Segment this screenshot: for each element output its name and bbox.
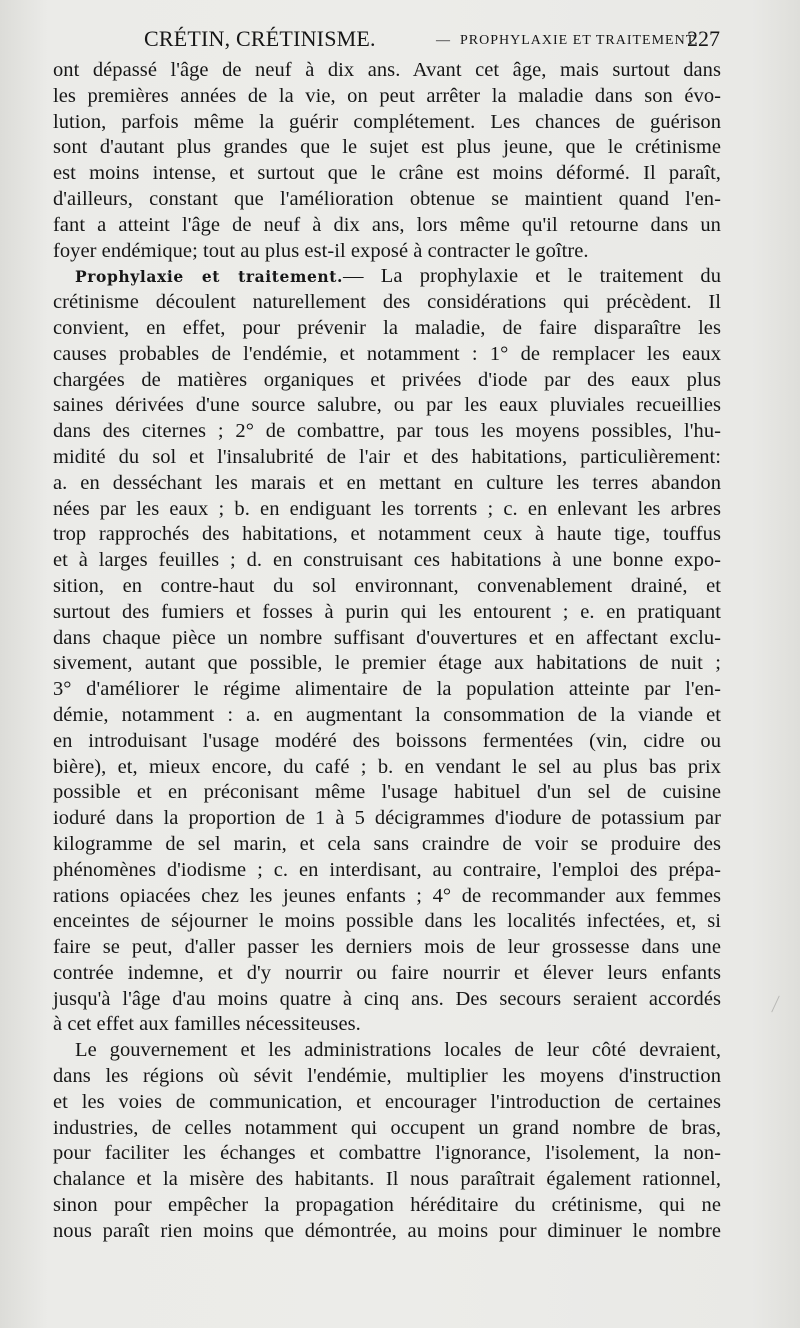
page-number: 227: [687, 26, 720, 51]
text-line: Le gouvernement et les administrations locales de leur côté devraient,: [75, 1039, 721, 1062]
text-line: dans chaque pièce un nombre suffisant d'ouvertures et en affectant exclu-: [53, 626, 721, 649]
text-line: industries, de celles notamment qui occupent un grand nombre de bras,: [53, 1116, 721, 1139]
margin-mark: [771, 996, 780, 1013]
running-header: [52, 24, 720, 54]
text-line: sivement, autant que possible, le premier étage aux habitations de nuit ;: [53, 652, 721, 675]
text-line: possible et en préconisant même l'usage habituel d'un sel de cuisine: [53, 781, 721, 804]
text-line: à cet effet aux familles nécessiteuses.: [53, 1013, 361, 1036]
text-line: et à larges feuilles ; d. en construisant ces habitations à une bonne expo-: [53, 549, 721, 572]
text-line: pour faciliter les échanges et combattre l'ignorance, l'isolement, la non-: [53, 1142, 721, 1165]
text-line: a. en desséchant les marais et en mettant en culture les terres abandon: [53, 471, 721, 494]
text-line: crétinisme découlent naturellement des considérations qui précèdent. Il: [53, 291, 721, 314]
text-line: ont dépassé l'âge de neuf à dix ans. Avant cet âge, mais surtout dans: [53, 59, 721, 81]
text-line: sition, en contre-haut du sol environnant, convenablement drainé, et: [53, 574, 721, 597]
text-line: 3° d'améliorer le régime alimentaire de la population atteinte par l'en-: [53, 678, 721, 701]
section-first-line: [53, 264, 721, 290]
text-line: surtout des fumiers et fosses à purin qui les entourent ; e. en pratiquant: [53, 600, 721, 623]
text-line: trop rapprochés des habitations, et notamment ceux à haute tige, touffus: [53, 523, 721, 546]
header-title: CRÉTIN, CRÉTINISME.: [144, 26, 376, 51]
body-text: [53, 58, 721, 1245]
text-line: midité du sol et l'insalubrité de l'air et des habitations, particulièrement:: [53, 445, 721, 468]
text-line: enceintes de séjourner le moins possible dans les localités infectées, et, si: [53, 910, 721, 933]
text-line: les premières années de la vie, on peut arrêter la maladie dans son évo-: [53, 84, 721, 107]
header-separator: —: [436, 33, 451, 48]
text-line: ioduré dans la proportion de 1 à 5 décigrammes d'iodure de potassium par: [53, 807, 721, 830]
text-line: rations opiacées chez les jeunes enfants ; 4° de recommander aux femmes: [53, 884, 721, 907]
text-line: jusqu'à l'âge d'au moins quatre à cinq ans. Des secours seraient accordés: [53, 987, 721, 1010]
text-line: sinon pour empêcher la propagation héréditaire du crétinisme, qui ne: [53, 1194, 721, 1217]
header-subtitle: [436, 26, 699, 56]
text-line: foyer endémique; tout au plus est-il exposé à contracter le goître.: [53, 239, 589, 262]
text-line: est moins intense, et surtout que le crâne est moins déformé. Il paraît,: [53, 162, 721, 185]
header-subtitle-text: PROPHYLAXIE ET TRAITEMENT.: [460, 33, 699, 48]
text-line: en introduisant l'usage modéré des boissons fermentées (vin, cidre ou: [53, 729, 721, 752]
text-line: saines dérivées d'une source salubre, ou par les eaux pluviales recueillies: [53, 394, 721, 417]
text-line: nées par les eaux ; b. en endiguant les torrents ; c. en enlevant les arbres: [53, 497, 721, 520]
text-line: bière), et, mieux encore, du café ; b. en vendant le sel au plus bas prix: [53, 755, 721, 778]
text-line: sont d'autant plus grandes que le sujet est plus jeune, que le crétinisme: [53, 136, 721, 159]
text-line: démie, notamment : a. en augmentant la consommation de la viande et: [53, 703, 721, 726]
text-line: contrée indemne, et d'y nourrir ou faire nourrir et élever leurs enfants: [53, 961, 721, 984]
text-line: nous paraît rien moins que démontrée, au moins pour diminuer le nombre: [53, 1219, 721, 1242]
text-line: dans les régions où sévit l'endémie, multiplier les moyens d'instruction: [53, 1065, 721, 1088]
text-line: et les voies de communication, et encourager l'introduction de certaines: [53, 1090, 721, 1113]
text-line: fant a atteint l'âge de neuf à dix ans, lors même qu'il retourne dans un: [53, 213, 721, 236]
text-line: chargées de matières organiques et privées d'iode par des eaux plus: [53, 368, 721, 391]
text-line: lution, parfois même la guérir complétement. Les chances de guérison: [53, 110, 721, 133]
text-line: kilogramme de sel marin, et cela sans craindre de voir se produire des: [53, 832, 721, 855]
section-heading: Prophylaxie et traitement.: [75, 267, 344, 287]
text-line: dans des citernes ; 2° de combattre, par tous les moyens possibles, l'hu-: [53, 420, 721, 443]
text-line: phénomènes d'iodisme ; c. en interdisant, au contraire, l'emploi des prépa-: [53, 858, 721, 881]
text-line: convient, en effet, pour prévenir la maladie, de faire disparaître les: [53, 316, 721, 339]
text-line: chalance et la misère des habitants. Il nous paraîtrait également rationnel,: [53, 1168, 721, 1191]
text-line: causes probables de l'endémie, et notamment : 1° de remplacer les eaux: [53, 342, 721, 365]
heading-continuation: — La prophylaxie et le traitement du: [343, 265, 721, 288]
text-line: faire se peut, d'aller passer les derniers mois de leur grossesse dans une: [53, 936, 721, 959]
text-line: d'ailleurs, constant que l'amélioration obtenue se maintient quand l'en-: [53, 187, 721, 210]
